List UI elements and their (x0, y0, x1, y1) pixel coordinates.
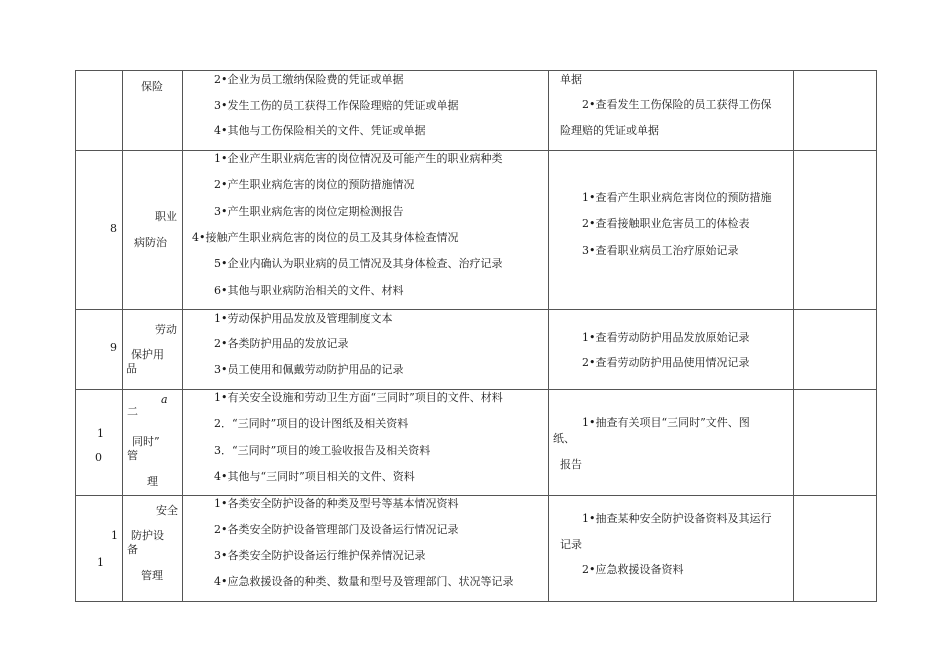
check-cell (549, 496, 794, 602)
row-number: 0 (95, 451, 102, 464)
item-text: 防护设 (131, 529, 164, 542)
remark-cell (794, 310, 877, 390)
item-text: 职业 (155, 210, 177, 223)
check-line: 1•查看劳动防护用品发放原始记录 (582, 331, 750, 344)
content-line: 3．“三同时”项目的竣工验收报告及相关资料 (214, 444, 431, 457)
check-line: 1•抽查有关项目“三同时”文件、图 (582, 416, 750, 429)
check-cell (549, 310, 794, 390)
check-line: 险理赔的凭证或单据 (560, 124, 659, 137)
check-line: 2•查看劳动防护用品使用情况记录 (582, 356, 750, 369)
item-text: 安全 (156, 504, 178, 517)
content-line: 1•有关安全设施和劳动卫生方面“三同时”项目的文件、材料 (214, 391, 503, 404)
item-text: 同时” (132, 435, 160, 448)
content-line: 2•各类防护用品的发放记录 (214, 337, 349, 350)
item-text: 病防治 (134, 236, 167, 249)
content-line: 2•各类安全防护设备管理部门及设备运行情况记录 (214, 523, 459, 536)
content-line: 3•发生工伤的员工获得工作保险理赔的凭证或单据 (214, 99, 459, 112)
row-number: 1 (97, 427, 104, 440)
check-line: 报告 (560, 458, 582, 471)
content-cell (183, 310, 549, 390)
item-text: 保护用 (131, 348, 164, 361)
content-line: 1•各类安全防护设备的种类及型号等基本情况资料 (214, 497, 459, 510)
check-cell (549, 71, 794, 151)
content-cell (183, 71, 549, 151)
remark-cell (794, 390, 877, 496)
remark-cell (794, 151, 877, 310)
content-line: 1•劳动保护用品发放及管理制度文本 (214, 312, 393, 325)
check-line: 纸、 (553, 432, 575, 445)
table-row (76, 151, 877, 310)
check-line: 1•查看产生职业病危害岗位的预防措施 (582, 191, 772, 204)
content-line: 4•应急救援设备的种类、数量和型号及管理部门、状况等记录 (214, 575, 514, 588)
item-cell (123, 496, 183, 602)
check-line: 1•抽查某种安全防护设备资料及其运行 (582, 512, 772, 525)
check-line: 记录 (560, 538, 582, 551)
content-line: 3•各类安全防护设备运行维护保养情况记录 (214, 549, 426, 562)
inspection-table (75, 70, 877, 602)
table-row (76, 71, 877, 151)
remark-cell (794, 71, 877, 151)
check-line: 2•应急救援设备资料 (582, 563, 684, 576)
item-text: 管 (127, 449, 138, 462)
row-number: 1 (111, 529, 118, 542)
content-line: 6•其他与职业病防治相关的文件、材料 (214, 284, 404, 297)
row-number: 9 (110, 341, 117, 354)
item-text: a (161, 393, 168, 406)
table-row (76, 310, 877, 390)
check-line: 单据 (560, 73, 582, 86)
check-line: 2•查看发生工伤保险的员工获得工伤保 (582, 98, 772, 111)
row-number-cell (76, 496, 123, 602)
content-cell (183, 390, 549, 496)
item-text: 备 (127, 543, 138, 556)
remark-cell (794, 496, 877, 602)
item-text: 二 (127, 405, 138, 418)
row-number-cell (76, 310, 123, 390)
item-cell (123, 71, 183, 151)
row-number: 8 (110, 222, 117, 235)
item-text: 品 (126, 362, 137, 375)
content-line: 5•企业内确认为职业病的员工情况及其身体检查、治疗记录 (214, 257, 503, 270)
row-number: 1 (97, 556, 104, 569)
table-row (76, 496, 877, 602)
content-line: 4•接触产生职业病危害的岗位的员工及其身体检查情况 (192, 231, 459, 244)
item-text: 管理 (141, 569, 163, 582)
content-line: 3•产生职业病危害的岗位定期检测报告 (214, 205, 404, 218)
content-line: 2•产生职业病危害的岗位的预防措施情况 (214, 178, 415, 191)
check-cell (549, 151, 794, 310)
row-number-cell (76, 71, 123, 151)
content-cell (183, 496, 549, 602)
item-cell (123, 390, 183, 496)
content-line: 3•员工使用和佩戴劳动防护用品的记录 (214, 363, 404, 376)
item-cell (123, 310, 183, 390)
content-line: 4•其他与“三同时”项目相关的文件、资料 (214, 470, 415, 483)
table-row (76, 390, 877, 496)
content-line: 2．“三同时”项目的设计图纸及相关资料 (214, 417, 409, 430)
content-line: 2•企业为员工缴纳保险费的凭证或单据 (214, 73, 404, 86)
content-line: 4•其他与工伤保险相关的文件、凭证或单据 (214, 124, 426, 137)
check-line: 2•查看接触职业危害员工的体检表 (582, 217, 750, 230)
item-text: 劳动 (155, 323, 177, 336)
check-cell (549, 390, 794, 496)
item-text: 理 (147, 475, 158, 488)
item-cell (123, 151, 183, 310)
content-line: 1•企业产生职业病危害的岗位情况及可能产生的职业病种类 (214, 152, 503, 165)
check-line: 3•查看职业病员工治疗原始记录 (582, 244, 739, 257)
row-number-cell (76, 390, 123, 496)
row-number-cell (76, 151, 123, 310)
item-text: 保险 (141, 80, 163, 93)
content-cell (183, 151, 549, 310)
